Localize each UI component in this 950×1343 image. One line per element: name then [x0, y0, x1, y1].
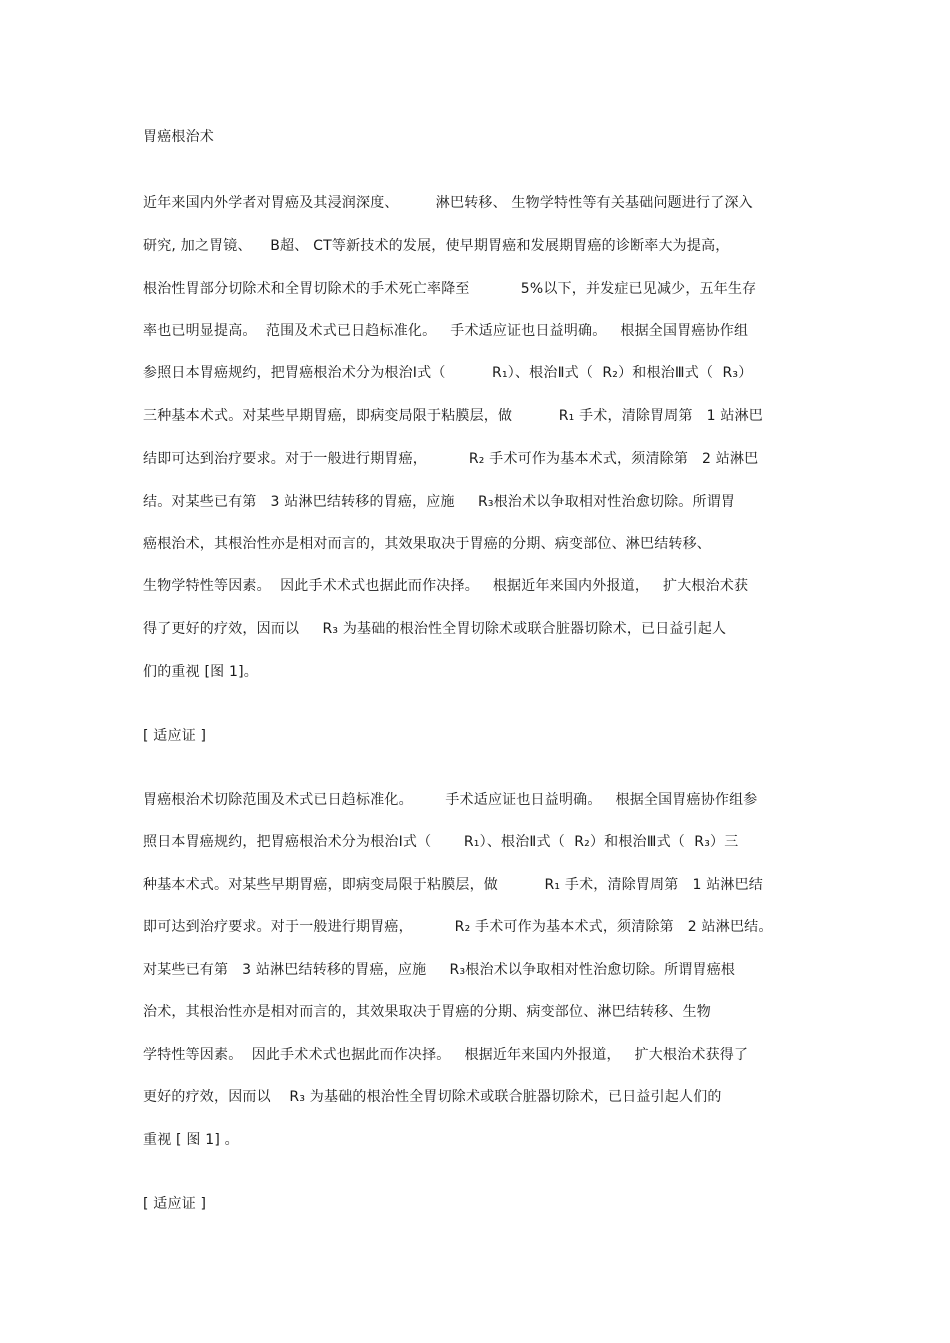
paragraph-1-line: 三种基本术式。对某些早期胃癌，即病变局限于粘膜层，做 R₁ 手术，清除胃周第 1 站淋巴: [143, 408, 763, 424]
paragraph-2-line: 即可达到治疗要求。对于一般进行期胃癌， R₂ 手术可作为基本术式，须清除第 2 站淋巴结。: [143, 919, 773, 935]
paragraph-2-line: 照日本胃癌规约，把胃癌根治术分为根治Ⅰ式（ R₁）、根治Ⅱ式（ R₂）和根治Ⅲ式（ R₃）三: [143, 834, 739, 850]
paragraph-1-line: 近年来国内外学者对胃癌及其浸润深度、 淋巴转移、 生物学特性等有关基础问题进行了深入: [143, 195, 753, 211]
paragraph-1-line: 结即可达到治疗要求。对于一般进行期胃癌， R₂ 手术可作为基本术式，须清除第 2 站淋巴: [143, 451, 759, 467]
paragraph-1-line: 结。对某些已有第 3 站淋巴结转移的胃癌，应施 R₃根治术以争取相对性治愈切除。所谓胃: [143, 494, 736, 510]
paragraph-1-line: 得了更好的疗效，因而以 R₃ 为基础的根治性全胃切除术或联合脏器切除术，已日益引起人: [143, 621, 727, 637]
paragraph-2-line: 学特性等因素。 因此手术术式也据此而作决择。 根据近年来国内外报道， 扩大根治术获得了: [143, 1047, 749, 1063]
paragraph-2-line: 重视 [ 图 1] 。: [143, 1132, 239, 1148]
document-title: 胃癌根治术: [143, 129, 214, 145]
paragraph-1-line: 癌根治术，其根治性亦是相对而言的，其效果取决于胃癌的分期、病变部位、淋巴结转移、: [143, 536, 711, 552]
paragraph-1-line: 生物学特性等因素。 因此手术术式也据此而作决择。 根据近年来国内外报道， 扩大根治术获: [143, 578, 749, 594]
paragraph-1-line: 率也已明显提高。 范围及术式已日趋标准化。 手术适应证也日益明确。 根据全国胃癌协作组: [143, 323, 749, 339]
section-heading-indications: [ 适应证 ]: [143, 728, 207, 744]
paragraph-2-line: 治术，其根治性亦是相对而言的，其效果取决于胃癌的分期、病变部位、淋巴结转移、生物: [143, 1004, 711, 1020]
paragraph-2-line: 对某些已有第 3 站淋巴结转移的胃癌，应施 R₃根治术以争取相对性治愈切除。所谓胃癌根: [143, 962, 736, 978]
paragraph-2-line: 种基本术式。对某些早期胃癌，即病变局限于粘膜层，做 R₁ 手术，清除胃周第 1 站淋巴结: [143, 877, 763, 893]
paragraph-2-line: 更好的疗效，因而以 R₃ 为基础的根治性全胃切除术或联合脏器切除术，已日益引起人们的: [143, 1089, 722, 1105]
paragraph-1-line: 根治性胃部分切除术和全胃切除术的手术死亡率降至 5%以下，并发症已见减少，五年生存: [143, 281, 757, 297]
paragraph-1-line: 研究, 加之胃镜、 B超、 CT等新技术的发展，使早期胃癌和发展期胃癌的诊断率大为提高，: [143, 238, 730, 254]
paragraph-2-line: 胃癌根治术切除范围及术式已日趋标准化。 手术适应证也日益明确。 根据全国胃癌协作组参: [143, 792, 758, 808]
paragraph-1-line: 参照日本胃癌规约，把胃癌根治术分为根治Ⅰ式（ R₁）、根治Ⅱ式（ R₂）和根治Ⅲ式（ R₃）: [143, 365, 753, 381]
section-heading-indications: [ 适应证 ]: [143, 1196, 207, 1212]
paragraph-1-line: 们的重视 [图 1]。: [143, 664, 258, 680]
